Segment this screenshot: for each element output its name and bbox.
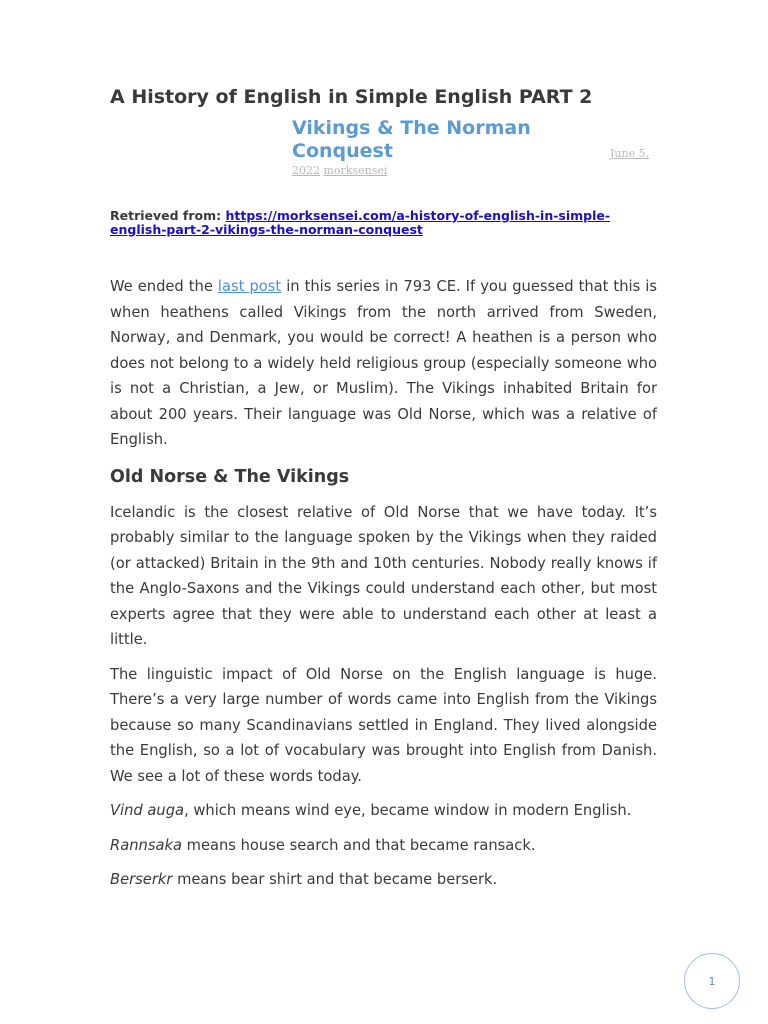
page-number-badge (684, 953, 740, 1009)
example-berserk (110, 867, 657, 893)
last-post-link[interactable]: last post (217, 278, 282, 295)
example-term: Rannsaka (110, 836, 182, 854)
post-author-link[interactable]: morksensei (323, 164, 388, 177)
example-text: means house search and that became ransack. (181, 836, 536, 854)
post-meta (292, 164, 657, 177)
example-window (110, 798, 657, 824)
article-subtitle: Vikings & The Norman Conquest (292, 117, 531, 162)
example-term: Vind auga (110, 802, 185, 819)
paragraph-linguistic-impact: The linguistic impact of Old Norse on the English language is huge. There’s a very large number of words came into English from the Vikings because so many Scandinavians settled in England. They lived alongside the English, so a lot of vocabulary was brought into English from Danish. We see a lot of these words today. (110, 665, 657, 785)
page-title: A History of English in Simple English PART 2 (110, 86, 593, 108)
post-date-link[interactable]: June 5, (610, 147, 650, 160)
intro-paragraph (110, 274, 657, 453)
page-number: 1 (708, 974, 716, 988)
section-heading: Old Norse & The Vikings (110, 466, 350, 487)
paragraph-icelandic: Icelandic is the closest relative of Old Norse that we have today. It’s probably similar to the language spoken by the Vikings when they raided (or attacked) Britain in the 9th and 10th centuries. Nobody really knows if the Anglo-Saxons and the Vikings could understand each other, but most experts agree that they were able to understand each other at least a little. (110, 503, 657, 648)
example-term: Berserkr (110, 871, 173, 888)
subtitle-block (292, 117, 657, 177)
article-body (110, 274, 657, 902)
intro-text-start: We ended the (110, 278, 218, 295)
source-url-link[interactable]: https://morksensei.com/a-history-of-english-in-simple-english-part-2-vikings-the-norman-conquest (110, 208, 611, 237)
retrieved-label: Retrieved from: (110, 208, 226, 223)
post-date-year[interactable]: 2022 (292, 164, 320, 177)
retrieved-from (110, 209, 657, 237)
intro-text-end: in this series in 793 CE. If you guessed that this is when heathens called Vikings from the north arrived from Sweden, Norway, and Denmark, you would be correct! A heathen is a person who does not belong to a widely held religious group (especially someone who is not a Christian, a Jew, or Muslim). The Vikings inhabited Britain for about 200 years. Their language was Old Norse, which was a relative of English. (110, 278, 657, 448)
example-text: means bear shirt and that became berserk. (172, 871, 498, 888)
example-text: , which means wind eye, became window in modern English. (184, 802, 632, 819)
example-ransack (110, 833, 657, 859)
